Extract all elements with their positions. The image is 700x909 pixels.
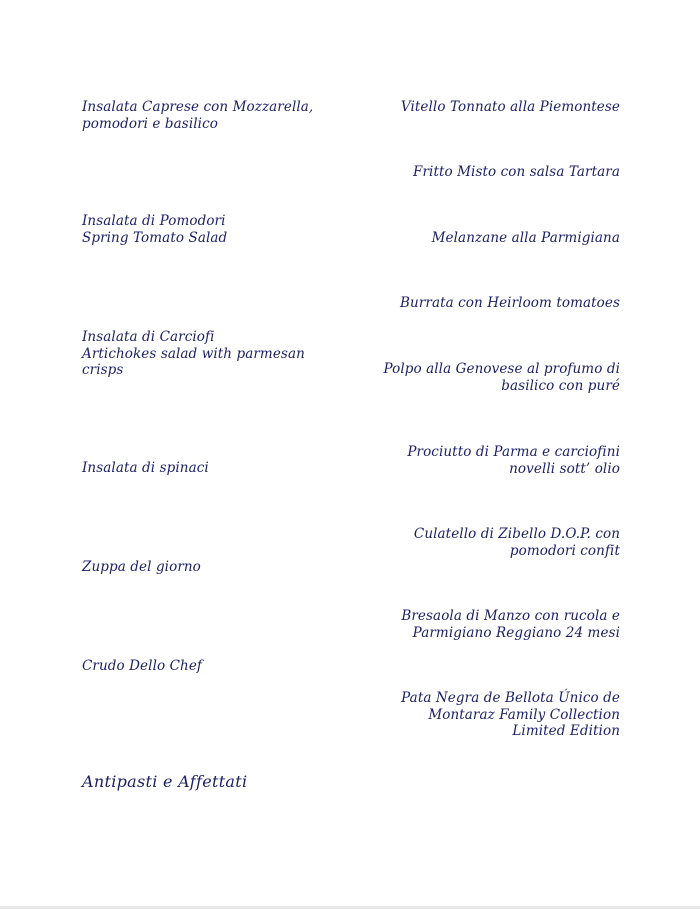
menu-item-insalata-spinaci: Insalata di spinaci — [82, 460, 209, 476]
menu-item-bresaola: Bresaola di Manzo con rucola e Parmigiano Reggiano 24 mesi — [401, 608, 620, 641]
menu-item-fritto-misto: Fritto Misto con salsa Tartara — [413, 164, 620, 180]
menu-item-burrata: Burrata con Heirloom tomatoes — [400, 295, 620, 311]
menu-item-polpo-genovese: Polpo alla Genovese al profumo di basilico con puré — [383, 361, 620, 394]
menu-item-insalata-carciofi: Insalata di Carciofi Artichokes salad with parmesan crisps — [82, 329, 305, 378]
menu-item-melanzane-parmigiana: Melanzane alla Parmigiana — [431, 230, 620, 246]
menu-item-zuppa-del-giorno: Zuppa del giorno — [82, 559, 201, 575]
menu-item-pata-negra: Pata Negra de Bellota Único de Montaraz Family Collection Limited Edition — [401, 690, 620, 739]
menu-item-prosciutto-parma: Prociutto di Parma e carciofini novelli sott’ olio — [407, 444, 620, 477]
menu-item-culatello-zibello: Culatello di Zibello D.O.P. con pomodori confit — [413, 526, 620, 559]
section-title: Antipasti e Affettati — [82, 772, 248, 791]
menu-item-insalata-pomodori: Insalata di Pomodori Spring Tomato Salad — [82, 213, 228, 246]
menu-item-crudo-dello-chef: Crudo Dello Chef — [82, 658, 203, 674]
menu-item-insalata-caprese: Insalata Caprese con Mozzarella, pomodori e basilico — [82, 99, 314, 132]
menu-item-vitello-tonnato: Vitello Tonnato alla Piemontese — [400, 99, 620, 115]
